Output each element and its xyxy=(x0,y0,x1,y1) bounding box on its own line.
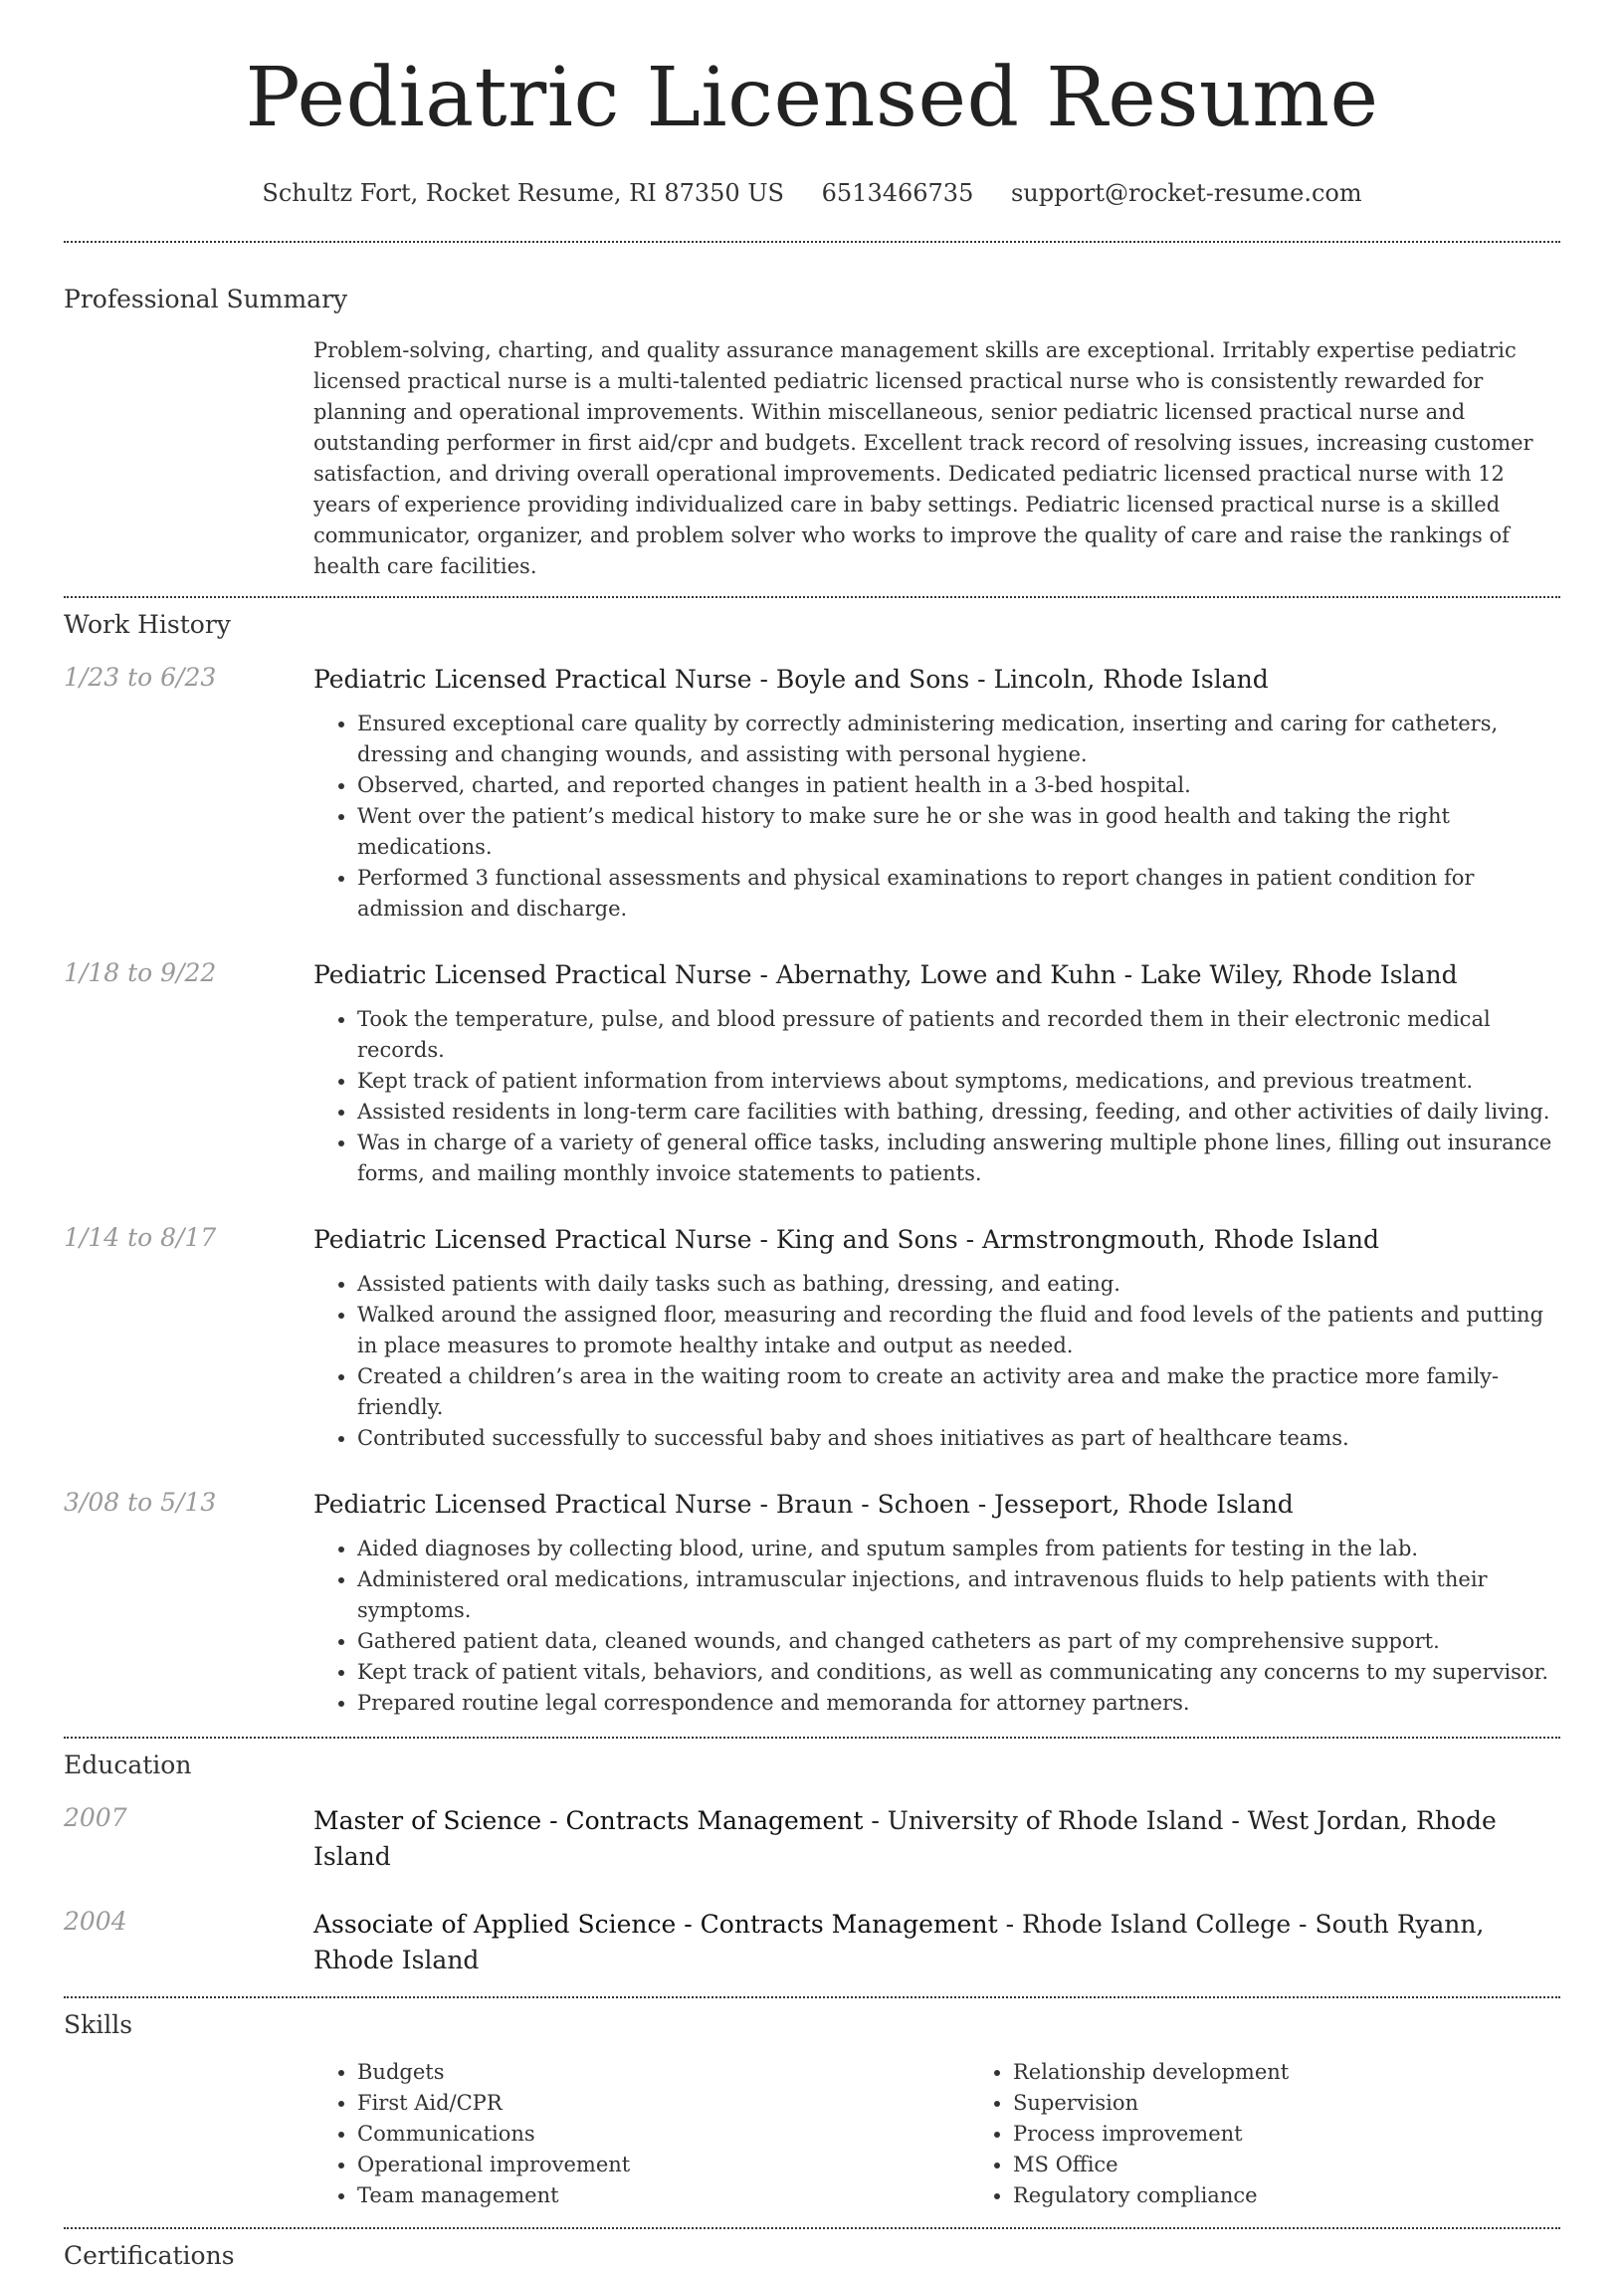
section-title-work: Work History xyxy=(64,610,231,639)
summary-text: Problem-solving, charting, and quality assurance management skills are exceptional. Irritably expertise pediatric licensed practical nurse is a multi-talented pediatric licensed practical nurse who is consistently rewarded for planning and operational improvements. Within miscellaneous, senior pediatric licensed practical nurse and outstanding performer in first aid/cpr and budgets. Excellent track record of resolving issues, increasing customer satisfaction, and driving overall operational improvements. Dedicated pediatric licensed practical nurse with 12 years of experience providing individualized care in baby settings. Pediatric licensed practical nurse is a skilled communicator, organizer, and problem solver who works to improve the quality of care and raise the rankings of health care facilities. xyxy=(313,338,1533,578)
section-divider xyxy=(64,1737,1560,1739)
job-bullets xyxy=(313,1004,1560,1189)
job-bullet: • Went over the patient’s medical history to make sure he or she was in good health and taking the right medications. xyxy=(357,801,1560,863)
section-divider xyxy=(64,2227,1560,2229)
section-title-skills: Skills xyxy=(64,2010,133,2039)
section-divider xyxy=(64,1996,1560,1998)
job-bullet: • Took the temperature, pulse, and blood pressure of patients and recorded them in their electronic medical records. xyxy=(357,1004,1560,1066)
summary-row xyxy=(64,335,1560,582)
skill-item: • Regulatory compliance xyxy=(1013,2180,1624,2211)
education-entry xyxy=(64,1803,1560,1875)
job-bullet: • Kept track of patient vitals, behaviors, and conditions, as well as communicating any concerns to my supervisor. xyxy=(357,1657,1560,1688)
job-bullet: • Was in charge of a variety of general office tasks, including answering multiple phone lines, filling out insurance forms, and mailing monthly invoice statements to patients. xyxy=(357,1128,1560,1189)
job-title: Pediatric Licensed Practical Nurse - Braun - Schoen - Jesseport, Rhode Island xyxy=(313,1490,1294,1519)
education-year: 2004 xyxy=(64,1907,127,1936)
education-year: 2007 xyxy=(64,1803,127,1832)
work-history-list xyxy=(64,663,1560,1719)
job-bullets xyxy=(313,709,1560,925)
job-bullet: • Kept track of patient information from interviews about symptoms, medications, and previous treatment. xyxy=(357,1066,1560,1097)
job-entry xyxy=(64,958,1560,1189)
skills-list-right xyxy=(969,2057,1624,2211)
resume-page xyxy=(64,0,1560,2270)
job-bullet: • Created a children’s area in the waiting room to create an activity area and make the practice more family-friendly. xyxy=(357,1361,1560,1423)
job-bullets xyxy=(313,1269,1560,1454)
job-bullet: • Gathered patient data, cleaned wounds, and changed catheters as part of my comprehensive support. xyxy=(357,1626,1560,1657)
job-bullets xyxy=(313,1534,1560,1719)
skills-list-left xyxy=(313,2057,969,2211)
skill-item: • Supervision xyxy=(1013,2088,1624,2119)
section-title-education: Education xyxy=(64,1751,192,1779)
skill-item: • Operational improvement xyxy=(357,2150,969,2180)
job-entry xyxy=(64,1223,1560,1454)
job-dates: 1/23 to 6/23 xyxy=(64,663,217,692)
job-title: Pediatric Licensed Practical Nurse - Boyle and Sons - Lincoln, Rhode Island xyxy=(313,665,1269,694)
skills-grid xyxy=(313,2057,1624,2211)
job-bullet: • Prepared routine legal correspondence and memoranda for attorney partners. xyxy=(357,1688,1560,1719)
job-bullet: • Aided diagnoses by collecting blood, urine, and sputum samples from patients for testing in the lab. xyxy=(357,1534,1560,1564)
skill-item: • Relationship development xyxy=(1013,2057,1624,2088)
job-title: Pediatric Licensed Practical Nurse - King and Sons - Armstrongmouth, Rhode Island xyxy=(313,1225,1380,1254)
contact-address: Schultz Fort, Rocket Resume, RI 87350 US xyxy=(262,179,784,207)
job-entry xyxy=(64,1488,1560,1719)
skills-row xyxy=(64,2057,1560,2211)
skill-item: • Process improvement xyxy=(1013,2119,1624,2150)
skill-item: • MS Office xyxy=(1013,2150,1624,2180)
job-bullet: • Assisted patients with daily tasks such as bathing, dressing, and eating. xyxy=(357,1269,1560,1300)
contact-email: support@rocket-resume.com xyxy=(1010,179,1362,207)
education-school: - Rhode Island College - South Ryann, Rhode Island xyxy=(313,1910,1485,1974)
job-bullet: • Assisted residents in long-term care facilities with bathing, dressing, feeding, and other activities of daily living. xyxy=(357,1097,1560,1128)
education-degree: Master of Science - Contracts Management xyxy=(313,1806,864,1835)
job-bullet: • Contributed successfully to successful baby and shoes initiatives as part of healthcare teams. xyxy=(357,1423,1560,1454)
section-divider xyxy=(64,596,1560,598)
section-title-summary: Professional Summary xyxy=(64,285,348,313)
resume-title: Pediatric Licensed Resume xyxy=(245,51,1379,145)
section-divider xyxy=(64,241,1560,243)
education-degree: Associate of Applied Science - Contracts Management xyxy=(313,1910,998,1939)
education-school: - University of Rhode Island - West Jordan, Rhode Island xyxy=(313,1806,1497,1871)
job-dates: 3/08 to 5/13 xyxy=(64,1488,217,1517)
job-title: Pediatric Licensed Practical Nurse - Abernathy, Lowe and Kuhn - Lake Wiley, Rhode Island xyxy=(313,960,1458,989)
skill-item: • Team management xyxy=(357,2180,969,2211)
job-dates: 1/14 to 8/17 xyxy=(64,1223,217,1252)
skill-item: • Communications xyxy=(357,2119,969,2150)
section-title-certifications: Certifications xyxy=(64,2241,235,2270)
job-bullet: • Performed 3 functional assessments and physical examinations to report changes in patient condition for admission and discharge. xyxy=(357,863,1560,925)
skill-item: • First Aid/CPR xyxy=(357,2088,969,2119)
job-bullet: • Ensured exceptional care quality by correctly administering medication, inserting and caring for catheters, dressing and changing wounds, and assisting with personal hygiene. xyxy=(357,709,1560,770)
job-dates: 1/18 to 9/22 xyxy=(64,958,217,987)
job-entry xyxy=(64,663,1560,925)
job-bullet: • Walked around the assigned floor, measuring and recording the fluid and food levels of the patients and putting in place measures to promote healthy intake and output as needed. xyxy=(357,1300,1560,1361)
contact-line xyxy=(64,179,1560,207)
job-bullet: • Administered oral medications, intramuscular injections, and intravenous fluids to help patients with their symptoms. xyxy=(357,1564,1560,1626)
education-entry xyxy=(64,1907,1560,1978)
skill-item: • Budgets xyxy=(357,2057,969,2088)
contact-phone: 6513466735 xyxy=(821,179,974,207)
job-bullet: • Observed, charted, and reported changes in patient health in a 3-bed hospital. xyxy=(357,770,1560,801)
